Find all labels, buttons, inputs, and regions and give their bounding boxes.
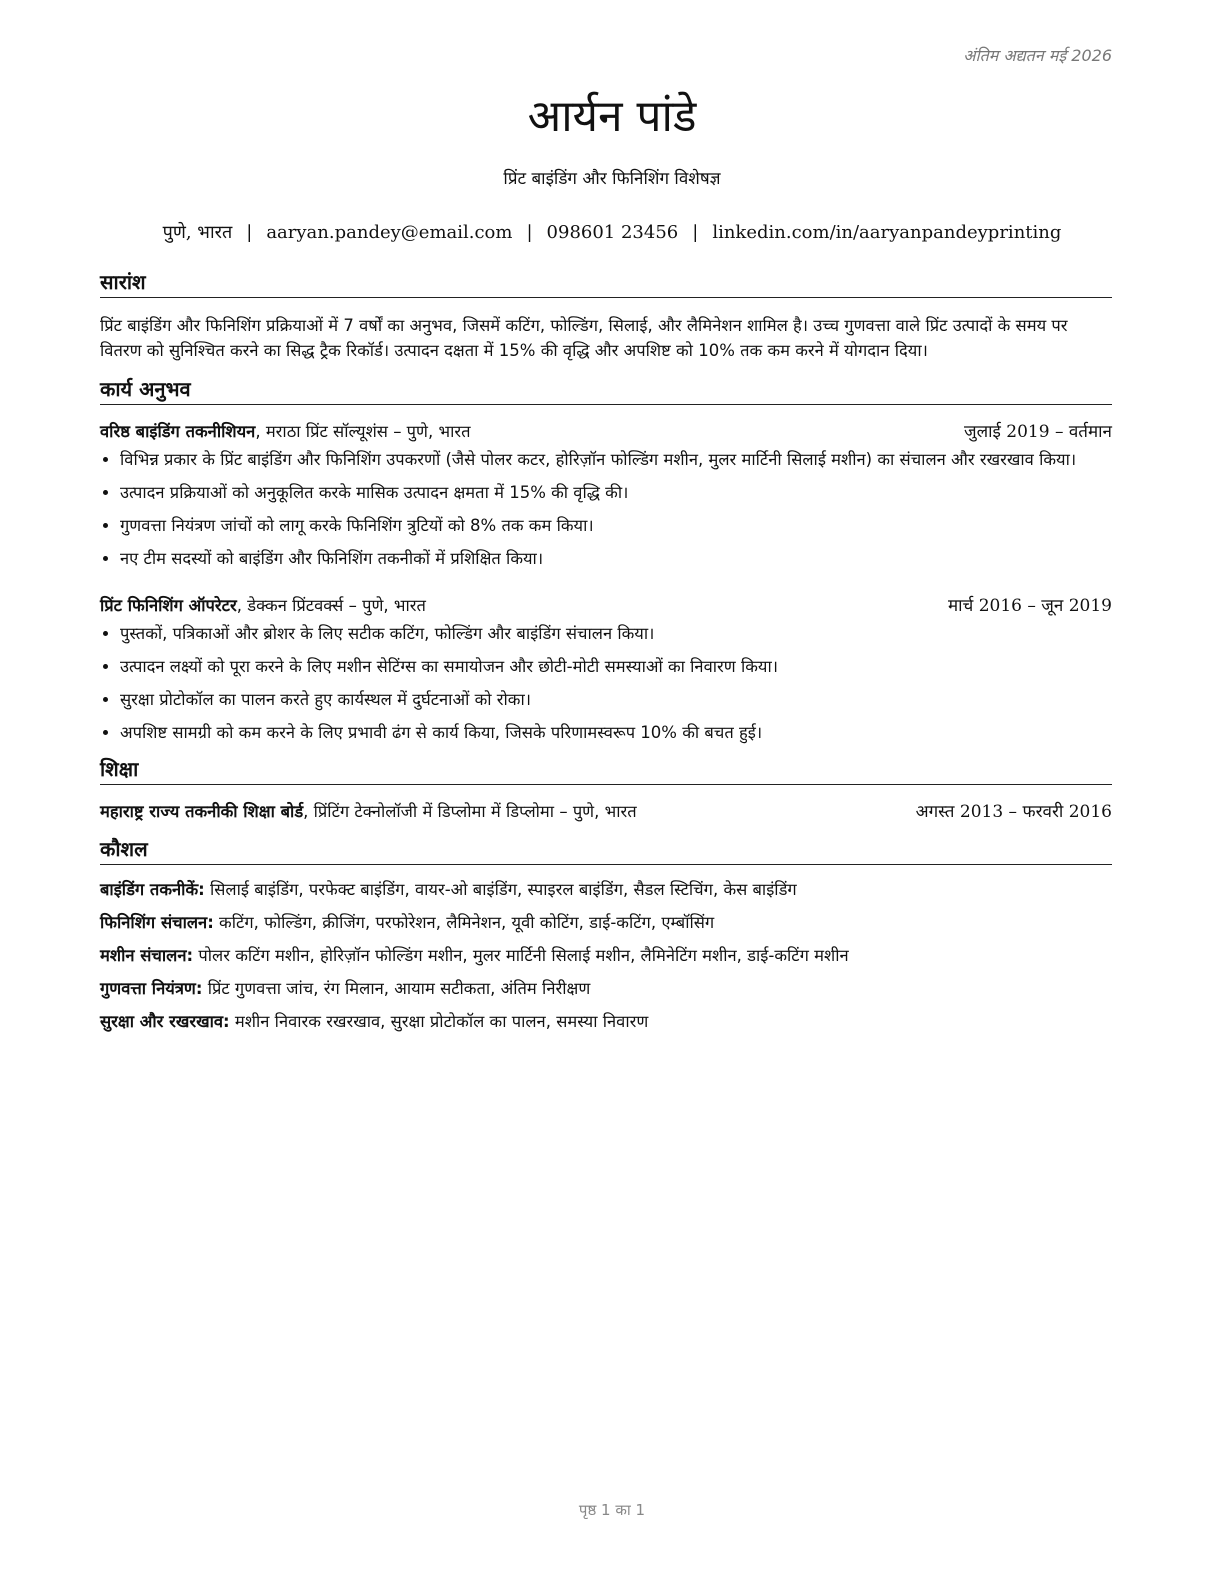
job-bullet: • उत्पादन प्रक्रियाओं को अनुकूलित करके मासिक उत्पादन क्षमता में 15% की वृद्धि की। — [120, 480, 1112, 505]
section-heading-education: शिक्षा — [100, 755, 1112, 785]
skills-section — [100, 835, 1112, 1035]
job-entry — [100, 593, 1112, 745]
job-organization: , मराठा प्रिंट सॉल्यूशंस – पुणे, भारत — [255, 422, 471, 441]
summary-text: प्रिंट बाइंडिंग और फिनिशिंग प्रक्रियाओं में 7 वर्षों का अनुभव, जिसमें कटिंग, फोल्डिंग, सिलाई, और लैमिनेशन शामिल है। उच्च गुणवत्ता वाले प्रिंट उत्पादों के समय पर वितरण को सुनिश्चित करने का सिद्ध ट्रैक रिकॉर्ड। उत्पादन दक्षता में 15% की वृद्धि और अपशिष्ट को 10% तक कम करने में योगदान दिया। — [100, 316, 1068, 360]
last-updated: अंतिम अद्यतन मई 2026 — [963, 46, 1112, 65]
experience-section — [100, 375, 1112, 745]
education-section — [100, 755, 1112, 825]
skill-row — [100, 1009, 1112, 1035]
skill-value: मशीन निवारक रखरखाव, सुरक्षा प्रोटोकॉल का पालन, समस्या निवारण — [229, 1012, 649, 1031]
skill-label: फिनिशिंग संचालन: — [100, 913, 214, 932]
education-detail: , प्रिंटिंग टेक्नोलॉजी में डिप्लोमा में डिप्लोमा – पुणे, भारत — [303, 802, 637, 821]
skill-row — [100, 943, 1112, 969]
job-bullet: • नए टीम सदस्यों को बाइंडिंग और फिनिशिंग तकनीकों में प्रशिक्षित किया। — [120, 546, 1112, 571]
job-entry — [100, 419, 1112, 571]
section-heading-summary: सारांश — [100, 268, 1112, 298]
job-bullet: • विभिन्न प्रकार के प्रिंट बाइंडिंग और फिनिशिंग उपकरणों (जैसे पोलर कटर, होरिज़ॉन फोल्डिंग मशीन, मुलर मार्टिनी सिलाई मशीन) का संचालन और रखरखाव किया। — [120, 447, 1112, 472]
job-bullet: • गुणवत्ता नियंत्रण जांचों को लागू करके फिनिशिंग त्रुटियों को 8% तक कम किया। — [120, 513, 1112, 538]
education-entry — [100, 799, 1112, 825]
skill-row — [100, 877, 1112, 903]
contact-separator: | — [246, 222, 253, 243]
education-institution: महाराष्ट्र राज्य तकनीकी शिक्षा बोर्ड — [100, 802, 304, 821]
skill-label: बाइंडिंग तकनीकें: — [100, 880, 205, 899]
section-heading-skills: कौशल — [100, 835, 1112, 865]
job-dates: मार्च 2016 – जून 2019 — [947, 596, 1112, 616]
section-heading-experience: कार्य अनुभव — [100, 375, 1112, 405]
contact-email[interactable]: aaryan.pandey@email.com — [266, 222, 513, 243]
skill-value: पोलर कटिंग मशीन, होरिज़ॉन फोल्डिंग मशीन, मुलर मार्टिनी सिलाई मशीन, लैमिनेटिंग मशीन, डाई-कटिंग मशीन — [193, 946, 849, 965]
job-title: प्रिंट फिनिशिंग ऑपरेटर — [100, 596, 237, 615]
skill-label: सुरक्षा और रखरखाव: — [100, 1012, 230, 1031]
job-organization: , डेक्कन प्रिंटवर्क्स – पुणे, भारत — [236, 596, 426, 615]
summary-section — [100, 268, 1112, 363]
job-bullet: • अपशिष्ट सामग्री को कम करने के लिए प्रभावी ढंग से कार्य किया, जिसके परिणामस्वरूप 10% की बचत हुई। — [120, 720, 1112, 745]
skill-label: गुणवत्ता नियंत्रण: — [100, 979, 203, 998]
candidate-name: आर्यन पांडे — [527, 91, 697, 142]
skill-value: सिलाई बाइंडिंग, परफेक्ट बाइंडिंग, वायर-ओ बाइंडिंग, स्पाइरल बाइंडिंग, सैडल स्टिचिंग, केस बाइंडिंग — [204, 880, 797, 899]
job-header — [100, 419, 1112, 445]
resume-content — [100, 268, 1112, 1042]
headline: प्रिंट बाइंडिंग और फिनिशिंग विशेषज्ञ — [503, 169, 721, 189]
skill-label: मशीन संचालन: — [100, 946, 194, 965]
skill-value: कटिंग, फोल्डिंग, क्रीजिंग, परफोरेशन, लैमिनेशन, यूवी कोटिंग, डाई-कटिंग, एम्बॉसिंग — [213, 913, 715, 932]
skills-list — [100, 877, 1112, 1035]
contact-location: पुणे, भारत — [162, 222, 233, 243]
contact-separator: | — [526, 222, 533, 243]
job-bullet: • पुस्तकों, पत्रिकाओं और ब्रोशर के लिए सटीक कटिंग, फोल्डिंग और बाइंडिंग संचालन किया। — [120, 621, 1112, 646]
skill-row — [100, 910, 1112, 936]
skill-row — [100, 976, 1112, 1002]
contact-line — [0, 220, 1224, 244]
job-bullets — [100, 621, 1112, 745]
job-bullets — [100, 447, 1112, 571]
job-title: वरिष्ठ बाइंडिंग तकनीशियन — [100, 422, 256, 441]
job-bullet: • उत्पादन लक्ष्यों को पूरा करने के लिए मशीन सेटिंग्स का समायोजन और छोटी-मोटी समस्याओं का निवारण किया। — [120, 654, 1112, 679]
job-dates: जुलाई 2019 – वर्तमान — [963, 422, 1112, 442]
page-number: पृष्ठ 1 का 1 — [578, 1501, 646, 1519]
education-dates: अगस्त 2013 – फरवरी 2016 — [915, 802, 1112, 822]
skill-value: प्रिंट गुणवत्ता जांच, रंग मिलान, आयाम सटीकता, अंतिम निरीक्षण — [202, 979, 591, 998]
contact-separator: | — [692, 222, 699, 243]
job-header — [100, 593, 1112, 619]
contact-linkedin[interactable]: linkedin.com/in/aaryanpandeyprinting — [712, 222, 1062, 243]
job-bullet: • सुरक्षा प्रोटोकॉल का पालन करते हुए कार्यस्थल में दुर्घटनाओं को रोका। — [120, 687, 1112, 712]
contact-phone[interactable]: 098601 23456 — [546, 222, 679, 243]
